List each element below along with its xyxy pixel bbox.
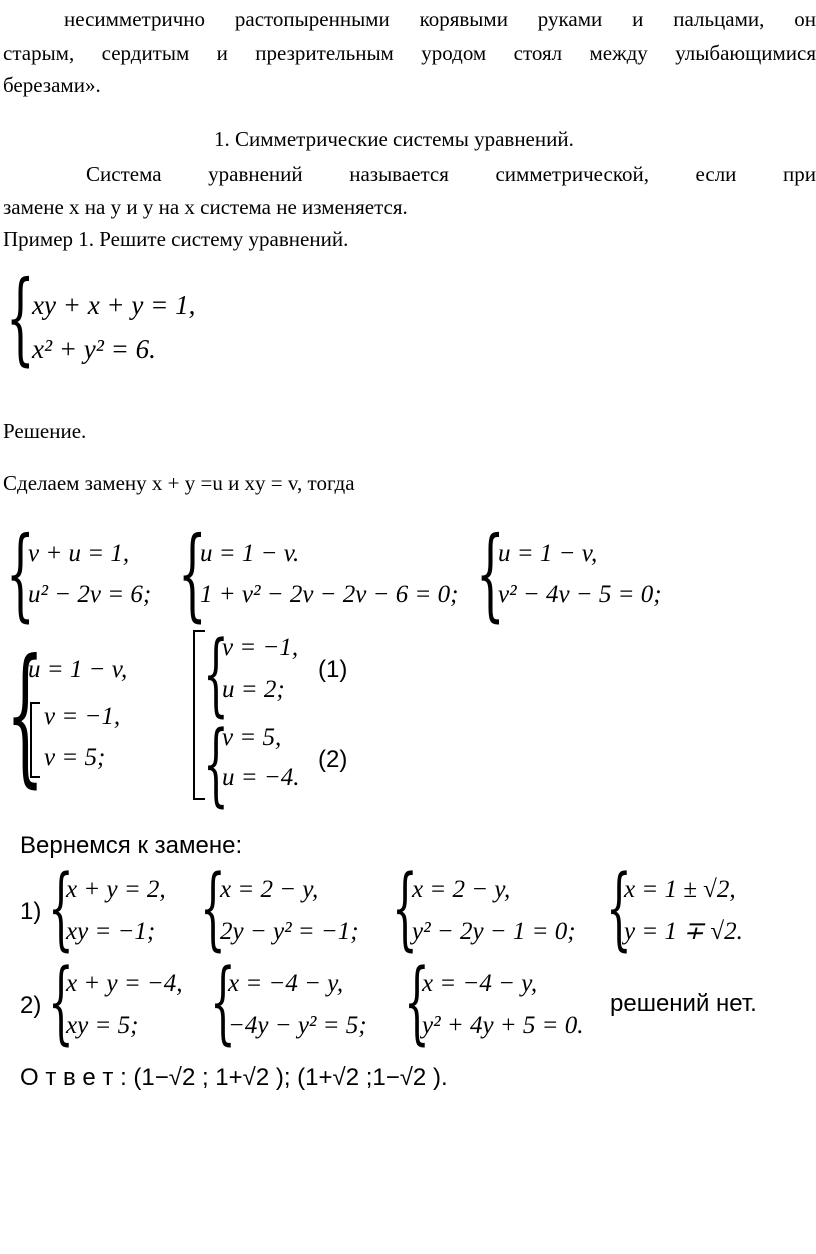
equation: u = −4.	[222, 764, 300, 791]
equation: 2y − y² = −1;	[220, 918, 359, 945]
system-brace: {	[203, 622, 229, 727]
system-brace: {	[606, 856, 632, 961]
equation: x² + y² = 6.	[32, 334, 156, 364]
equation: v = −1,	[222, 634, 299, 661]
example-title: Пример 1. Решите систему уравнений.	[3, 227, 349, 251]
set-bracket	[30, 702, 40, 778]
equation: v = −1,	[44, 703, 121, 730]
system-brace: {	[6, 515, 35, 632]
substitution-text: Сделаем замену x + y =u и xy = v, тогда	[3, 471, 355, 495]
equation: xy = 5;	[66, 1012, 139, 1039]
equation: x + y = −4,	[66, 970, 183, 997]
system-brace: {	[200, 856, 226, 961]
case-number: (2)	[318, 746, 348, 773]
answer: О т в е т : (1−√2 ; 1+√2 ); (1+√2 ;1−√2 ).	[20, 1064, 448, 1091]
system-brace: {	[178, 515, 207, 632]
equation: u = 1 − v.	[200, 540, 300, 567]
equation: y² − 2y − 1 = 0;	[412, 918, 576, 945]
case-label: 2)	[20, 992, 42, 1019]
equation: x + y = 2,	[66, 876, 166, 903]
text-line-3: березами».	[3, 73, 101, 97]
no-solutions-note: решений нет.	[610, 990, 757, 1017]
equation: u = 2;	[222, 676, 285, 703]
section-heading: 1. Симметрические системы уравнений.	[214, 127, 574, 151]
system-brace: {	[404, 950, 430, 1055]
equation: y² + 4y + 5 = 0.	[422, 1012, 584, 1039]
equation: y = 1 ∓ √2.	[624, 918, 743, 945]
system-brace: {	[203, 712, 229, 817]
system-brace: {	[210, 950, 236, 1055]
equation: u = 1 − v,	[28, 656, 128, 683]
equation: v = 5,	[222, 724, 282, 751]
equation: x = −4 − y,	[228, 970, 344, 997]
case-number: (1)	[318, 656, 348, 683]
equation: −4y − y² = 5;	[228, 1012, 367, 1039]
equation: v² − 4v − 5 = 0;	[498, 581, 662, 608]
system-brace: {	[6, 259, 35, 376]
equation: v + u = 1,	[28, 540, 130, 567]
system-brace: {	[476, 515, 505, 632]
text-line-2: старым, сердитым и презрительным уродом стоял между улыбающимися	[3, 41, 816, 65]
case-label: 1)	[20, 898, 42, 925]
equation: x = 2 − y,	[220, 876, 319, 903]
system-brace: {	[48, 950, 74, 1055]
system-brace: {	[48, 856, 74, 961]
equation: x = 1 ± √2,	[624, 876, 736, 903]
equation: xy + x + y = 1,	[32, 290, 196, 320]
definition-line-2: замене x на y и y на x система не изменяется.	[3, 195, 408, 219]
equation: u² − 2v = 6;	[28, 581, 152, 608]
equation: 1 + v² − 2v − 2v − 6 = 0;	[200, 581, 459, 608]
equation: u = 1 − v,	[498, 540, 598, 567]
block-title: Вернемся к замене:	[20, 832, 243, 859]
system-brace: {	[6, 628, 45, 802]
solution-label: Решение.	[3, 419, 87, 443]
definition-line-1: Система уравнений называется симметрической, если при	[86, 162, 816, 186]
equation: x = 2 − y,	[412, 876, 511, 903]
system-brace: {	[392, 856, 418, 961]
equation: v = 5;	[44, 744, 106, 771]
equation: x = −4 − y,	[422, 970, 538, 997]
equation: xy = −1;	[66, 918, 156, 945]
text-line-1: несимметрично растопыренными корявыми руками и пальцами, он	[64, 7, 816, 31]
